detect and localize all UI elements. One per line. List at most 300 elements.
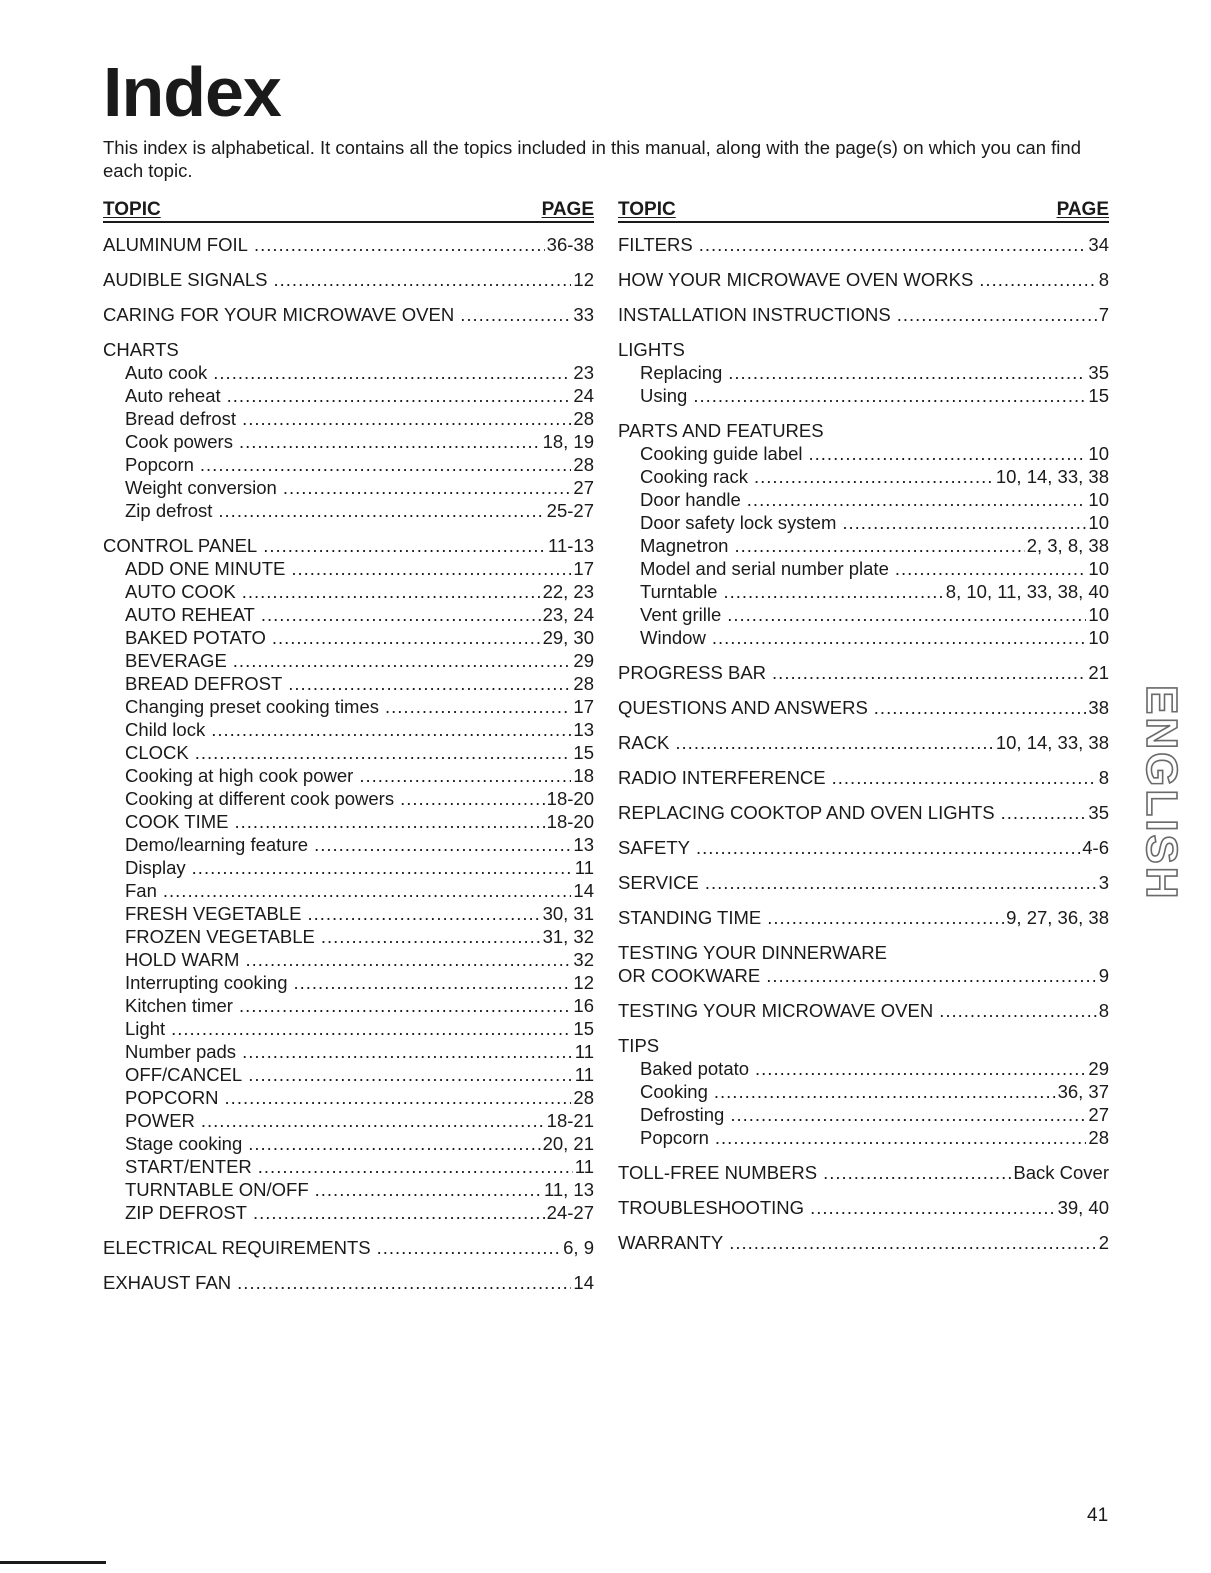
entry-label: WARRANTY [618, 1232, 724, 1253]
entry-label: Window [640, 627, 706, 648]
entry-label: TURNTABLE ON/OFF [125, 1179, 309, 1200]
entry-page: 6, 9 [563, 1237, 594, 1258]
index-entry [618, 871, 1109, 894]
index-entry [103, 303, 594, 326]
index-entry [618, 338, 1109, 407]
index-subentry [618, 488, 1109, 511]
entry-page: 35 [1088, 362, 1109, 383]
entry-page: 24-27 [546, 1202, 594, 1223]
entry-page: 22, 23 [542, 581, 594, 602]
entry-label: ALUMINUM FOIL [103, 234, 248, 255]
entry-label: Vent grille [640, 604, 722, 625]
dot-leader [715, 1126, 1087, 1149]
entry-page: 31, 32 [542, 926, 594, 947]
entry-label: OR COOKWARE [618, 965, 761, 986]
page-number: 41 [1087, 1505, 1109, 1526]
index-entry-row [618, 1161, 1109, 1184]
entry-label: Demo/learning feature [125, 834, 309, 855]
dot-leader [400, 787, 545, 810]
dot-leader [242, 580, 541, 603]
entry-page: 20, 21 [542, 1133, 594, 1154]
entry-page: 11-13 [548, 535, 594, 556]
index-entry [103, 534, 594, 1224]
dot-leader [201, 1109, 545, 1132]
entry-page: 39, 40 [1057, 1197, 1109, 1218]
entry-label: Zip defrost [125, 500, 213, 521]
dot-leader [897, 303, 1097, 326]
dot-leader [195, 741, 572, 764]
index-subentry [618, 1080, 1109, 1103]
entry-page: 8 [1098, 767, 1109, 788]
dot-leader [237, 1271, 571, 1294]
entry-page: 3 [1098, 872, 1109, 893]
index-subentry [103, 1086, 594, 1109]
page-title: Index [103, 53, 281, 131]
entry-label: CARING FOR YOUR MICROWAVE OVEN [103, 304, 455, 325]
dot-leader [261, 603, 541, 626]
dot-leader [200, 453, 572, 476]
entry-label: RADIO INTERFERENCE [618, 767, 826, 788]
entry-page: Back Cover [1013, 1162, 1109, 1183]
dot-leader [253, 1201, 545, 1224]
dot-leader [242, 1040, 573, 1063]
index-entry [103, 1236, 594, 1259]
entry-page: 11 [574, 1156, 594, 1177]
index-subentry [103, 856, 594, 879]
dot-leader [218, 499, 544, 522]
index-entry [103, 338, 594, 522]
index-entry [618, 1161, 1109, 1184]
column-header [618, 198, 1109, 223]
entry-page: 2 [1098, 1232, 1109, 1253]
topic-header: TOPIC [103, 199, 161, 220]
entry-page: 9, 27, 36, 38 [1006, 907, 1109, 928]
entry-page: 18-21 [546, 1110, 594, 1131]
index-entry-row [103, 303, 594, 326]
entry-page: 27 [573, 477, 594, 498]
dot-leader [809, 442, 1087, 465]
dot-leader [377, 1236, 562, 1259]
index-entry [618, 419, 1109, 649]
index-entry [618, 731, 1109, 754]
dot-leader [1001, 801, 1087, 824]
index-subentry [103, 649, 594, 672]
entry-label: POWER [125, 1110, 195, 1131]
entry-label: TESTING YOUR DINNERWARE [618, 942, 887, 963]
entry-label: SERVICE [618, 872, 699, 893]
entry-label: HOW YOUR MICROWAVE OVEN WORKS [618, 269, 974, 290]
entry-page: 13 [573, 719, 594, 740]
entry-page: 18-20 [546, 788, 594, 809]
index-entry-row [618, 906, 1109, 929]
index-entry [618, 303, 1109, 326]
dot-leader [460, 303, 571, 326]
dot-leader [315, 1178, 542, 1201]
index-subentry [103, 971, 594, 994]
entry-page: 10 [1088, 604, 1109, 625]
dot-leader [823, 1161, 1011, 1184]
entry-label: Bread defrost [125, 408, 237, 429]
entry-label: AUTO COOK [125, 581, 236, 602]
entry-page: 10 [1088, 627, 1109, 648]
entry-label: TESTING YOUR MICROWAVE OVEN [618, 1000, 934, 1021]
entry-page: 36, 37 [1057, 1081, 1109, 1102]
index-subentry [103, 1040, 594, 1063]
dot-leader [747, 488, 1087, 511]
index-subentry [103, 499, 594, 522]
index-entry [618, 1034, 1109, 1149]
dot-leader [254, 233, 545, 256]
entry-page: 36-38 [546, 234, 594, 255]
index-subentry [103, 1063, 594, 1086]
entry-page: 11 [574, 857, 594, 878]
index-subentry [103, 948, 594, 971]
entry-page: 24 [573, 385, 594, 406]
index-entry-row [618, 233, 1109, 256]
index-subentry [103, 557, 594, 580]
language-tab [1135, 678, 1187, 908]
dot-leader [294, 971, 572, 994]
index-subentry [103, 764, 594, 787]
index-entry-row [103, 233, 594, 256]
entry-label: Display [125, 857, 186, 878]
index-entry-row [618, 303, 1109, 326]
entry-label: Model and serial number plate [640, 558, 889, 579]
entry-label: Cooking rack [640, 466, 748, 487]
entry-heading: CHARTS [103, 339, 179, 360]
entry-label: HOLD WARM [125, 949, 240, 970]
index-entry [618, 906, 1109, 929]
index-subentry [103, 879, 594, 902]
index-subentry [103, 925, 594, 948]
dot-leader [754, 465, 994, 488]
dot-leader [693, 384, 1086, 407]
page-header: PAGE [1056, 199, 1109, 220]
entry-label: Magnetron [640, 535, 729, 556]
dot-leader [283, 476, 572, 499]
entry-page: 30, 31 [542, 903, 594, 924]
entry-label: INSTALLATION INSTRUCTIONS [618, 304, 891, 325]
entry-page: 23, 24 [542, 604, 594, 625]
entry-label: EXHAUST FAN [103, 1272, 232, 1293]
dot-leader [288, 672, 571, 695]
index-entry-row [103, 1236, 594, 1259]
index-subentry [103, 1132, 594, 1155]
index-entry [618, 836, 1109, 859]
index-column-right [618, 198, 1109, 1266]
dot-leader [263, 534, 546, 557]
entry-page: 29 [573, 650, 594, 671]
index-subentry [618, 1126, 1109, 1149]
index-subentry [618, 580, 1109, 603]
entry-label: Interrupting cooking [125, 972, 288, 993]
dot-leader [705, 871, 1097, 894]
index-list-right [618, 233, 1109, 1254]
entry-label: FRESH VEGETABLE [125, 903, 302, 924]
entry-page: 12 [573, 269, 594, 290]
entry-label: Fan [125, 880, 157, 901]
index-entry-row [618, 268, 1109, 291]
entry-label: Kitchen timer [125, 995, 233, 1016]
entry-label: Cooking guide label [640, 443, 803, 464]
dot-leader [227, 384, 572, 407]
entry-label: Auto reheat [125, 385, 221, 406]
index-entry-row [618, 731, 1109, 754]
entry-label: QUESTIONS AND ANSWERS [618, 697, 868, 718]
dot-leader [842, 511, 1086, 534]
dot-leader [699, 233, 1087, 256]
index-subentry [618, 465, 1109, 488]
entry-label: TOLL-FREE NUMBERS [618, 1162, 818, 1183]
entry-label: AUDIBLE SIGNALS [103, 269, 268, 290]
entry-label: BREAD DEFROST [125, 673, 283, 694]
entry-label: Cooking [640, 1081, 708, 1102]
entry-label: Cooking at high cook power [125, 765, 354, 786]
index-subentry [618, 534, 1109, 557]
dot-leader [192, 856, 573, 879]
dot-leader [727, 603, 1086, 626]
index-list-left [103, 233, 594, 1294]
dot-leader [211, 718, 571, 741]
entry-label: Turntable [640, 581, 718, 602]
index-entry [618, 661, 1109, 684]
page-header: PAGE [541, 199, 594, 220]
index-subentry [618, 361, 1109, 384]
dot-leader [234, 810, 544, 833]
index-entry [618, 268, 1109, 291]
entry-label: BAKED POTATO [125, 627, 266, 648]
dot-leader [239, 994, 571, 1017]
index-entry [618, 801, 1109, 824]
index-subentry [103, 453, 594, 476]
dot-leader [734, 534, 1024, 557]
index-subentry [618, 603, 1109, 626]
dot-leader [874, 696, 1087, 719]
index-subentry [618, 1057, 1109, 1080]
entry-page: 11 [574, 1064, 594, 1085]
dot-leader [291, 557, 571, 580]
dot-leader [810, 1196, 1056, 1219]
index-entry-row [618, 964, 1109, 987]
dot-leader [772, 661, 1086, 684]
dot-leader [239, 430, 541, 453]
dot-leader [675, 731, 993, 754]
index-subentry [103, 1178, 594, 1201]
index-subentry [103, 626, 594, 649]
entry-page: 15 [573, 742, 594, 763]
entry-label: FROZEN VEGETABLE [125, 926, 315, 947]
entry-page: 10, 14, 33, 38 [995, 732, 1109, 753]
index-entry-row [618, 1196, 1109, 1219]
entry-label: FILTERS [618, 234, 693, 255]
entry-label: ELECTRICAL REQUIREMENTS [103, 1237, 371, 1258]
entry-label: Child lock [125, 719, 206, 740]
entry-label: ADD ONE MINUTE [125, 558, 286, 579]
index-subentry [103, 580, 594, 603]
index-column-left [103, 198, 594, 1306]
entry-page: 33 [573, 304, 594, 325]
dot-leader [755, 1057, 1086, 1080]
entry-label: COOK TIME [125, 811, 229, 832]
entry-page: 10 [1088, 558, 1109, 579]
index-entry-row [618, 766, 1109, 789]
entry-label: PROGRESS BAR [618, 662, 767, 683]
entry-page: 10, 14, 33, 38 [995, 466, 1109, 487]
entry-page: 11, 13 [543, 1179, 594, 1200]
entry-page: 10 [1088, 512, 1109, 533]
dot-leader [248, 1063, 573, 1086]
entry-page: 4-6 [1082, 837, 1109, 858]
column-header [103, 198, 594, 223]
entry-label: OFF/CANCEL [125, 1064, 243, 1085]
entry-label: CLOCK [125, 742, 189, 763]
entry-label: Baked potato [640, 1058, 750, 1079]
index-entry [618, 1196, 1109, 1219]
index-entry [618, 233, 1109, 256]
entry-page: 9 [1098, 965, 1109, 986]
index-entry [618, 1231, 1109, 1254]
index-subentry [618, 1103, 1109, 1126]
dot-leader [712, 626, 1087, 649]
dot-leader [832, 766, 1097, 789]
index-entry-row [618, 1231, 1109, 1254]
index-subentry [103, 1155, 594, 1178]
dot-leader [714, 1080, 1056, 1103]
dot-leader [766, 964, 1097, 987]
index-entry [618, 999, 1109, 1022]
entry-page: 15 [573, 1018, 594, 1039]
entry-page: 18-20 [546, 811, 594, 832]
entry-page: 15 [1088, 385, 1109, 406]
entry-page: 13 [573, 834, 594, 855]
entry-page: 8 [1098, 269, 1109, 290]
entry-label: STANDING TIME [618, 907, 762, 928]
entry-page: 17 [573, 558, 594, 579]
entry-label: Weight conversion [125, 477, 277, 498]
entry-page: 14 [573, 1272, 594, 1293]
index-subentry [103, 1017, 594, 1040]
entry-page: 28 [573, 454, 594, 475]
dot-leader [767, 906, 1004, 929]
dot-leader [245, 948, 571, 971]
index-entry-row [103, 534, 594, 557]
entry-heading: PARTS AND FEATURES [618, 420, 824, 441]
index-entry-row [618, 801, 1109, 824]
dot-leader [728, 361, 1086, 384]
dot-leader [171, 1017, 571, 1040]
index-subentry [103, 384, 594, 407]
index-subentry [103, 407, 594, 430]
entry-page: 8 [1098, 1000, 1109, 1021]
dot-leader [359, 764, 571, 787]
dot-leader [274, 268, 572, 291]
entry-page: 34 [1088, 234, 1109, 255]
entry-page: 18, 19 [542, 431, 594, 452]
entry-label: Changing preset cooking times [125, 696, 380, 717]
entry-label: START/ENTER [125, 1156, 252, 1177]
entry-label: Number pads [125, 1041, 237, 1062]
index-subentry [618, 626, 1109, 649]
entry-page: 28 [573, 408, 594, 429]
footer-rule [0, 1561, 106, 1564]
dot-leader [258, 1155, 573, 1178]
index-entry [618, 766, 1109, 789]
entry-label: POPCORN [125, 1087, 219, 1108]
entry-label: Door safety lock system [640, 512, 837, 533]
entry-page: 17 [573, 696, 594, 717]
index-subentry [103, 430, 594, 453]
index-entry [618, 941, 1109, 987]
entry-label: Defrosting [640, 1104, 725, 1125]
index-subentry [103, 1109, 594, 1132]
entry-heading: TIPS [618, 1035, 660, 1056]
entry-label: Using [640, 385, 688, 406]
index-subentry [103, 994, 594, 1017]
entry-label: CONTROL PANEL [103, 535, 258, 556]
dot-leader [696, 836, 1080, 859]
dot-leader [385, 695, 571, 718]
index-subentry [103, 718, 594, 741]
index-subentry [103, 603, 594, 626]
entry-label: Door handle [640, 489, 741, 510]
index-subentry [103, 833, 594, 856]
entry-page: 11 [574, 1041, 594, 1062]
index-entry-row [103, 268, 594, 291]
index-subentry [618, 511, 1109, 534]
entry-page: 12 [573, 972, 594, 993]
index-entry-row [618, 696, 1109, 719]
entry-label: BEVERAGE [125, 650, 227, 671]
dot-leader [272, 626, 541, 649]
dot-leader [939, 999, 1096, 1022]
entry-page: 28 [1088, 1127, 1109, 1148]
entry-page: 21 [1088, 662, 1109, 683]
topic-header: TOPIC [618, 199, 676, 220]
dot-leader [730, 1103, 1086, 1126]
entry-page: 38 [1088, 697, 1109, 718]
index-entry-row [618, 661, 1109, 684]
dot-leader [895, 557, 1087, 580]
index-subentry [618, 442, 1109, 465]
index-subentry [618, 557, 1109, 580]
index-subentry [103, 672, 594, 695]
entry-page: 2, 3, 8, 38 [1026, 535, 1109, 556]
entry-page: 25-27 [546, 500, 594, 521]
dot-leader [242, 407, 571, 430]
index-entry-row [618, 836, 1109, 859]
entry-page: 16 [573, 995, 594, 1016]
entry-label: Cook powers [125, 431, 233, 452]
entry-label: RACK [618, 732, 670, 753]
index-entry-row [618, 871, 1109, 894]
index-entry-row [103, 1271, 594, 1294]
entry-page: 14 [573, 880, 594, 901]
index-entry [103, 233, 594, 256]
entry-label: AUTO REHEAT [125, 604, 255, 625]
entry-page: 28 [573, 673, 594, 694]
index-entry [618, 696, 1109, 719]
index-subentry [103, 741, 594, 764]
entry-label: Auto cook [125, 362, 208, 383]
entry-label: TROUBLESHOOTING [618, 1197, 805, 1218]
dot-leader [723, 580, 943, 603]
entry-page: 27 [1088, 1104, 1109, 1125]
dot-leader [729, 1231, 1097, 1254]
dot-leader [307, 902, 540, 925]
dot-leader [314, 833, 571, 856]
entry-page: 32 [573, 949, 594, 970]
dot-leader [213, 361, 571, 384]
